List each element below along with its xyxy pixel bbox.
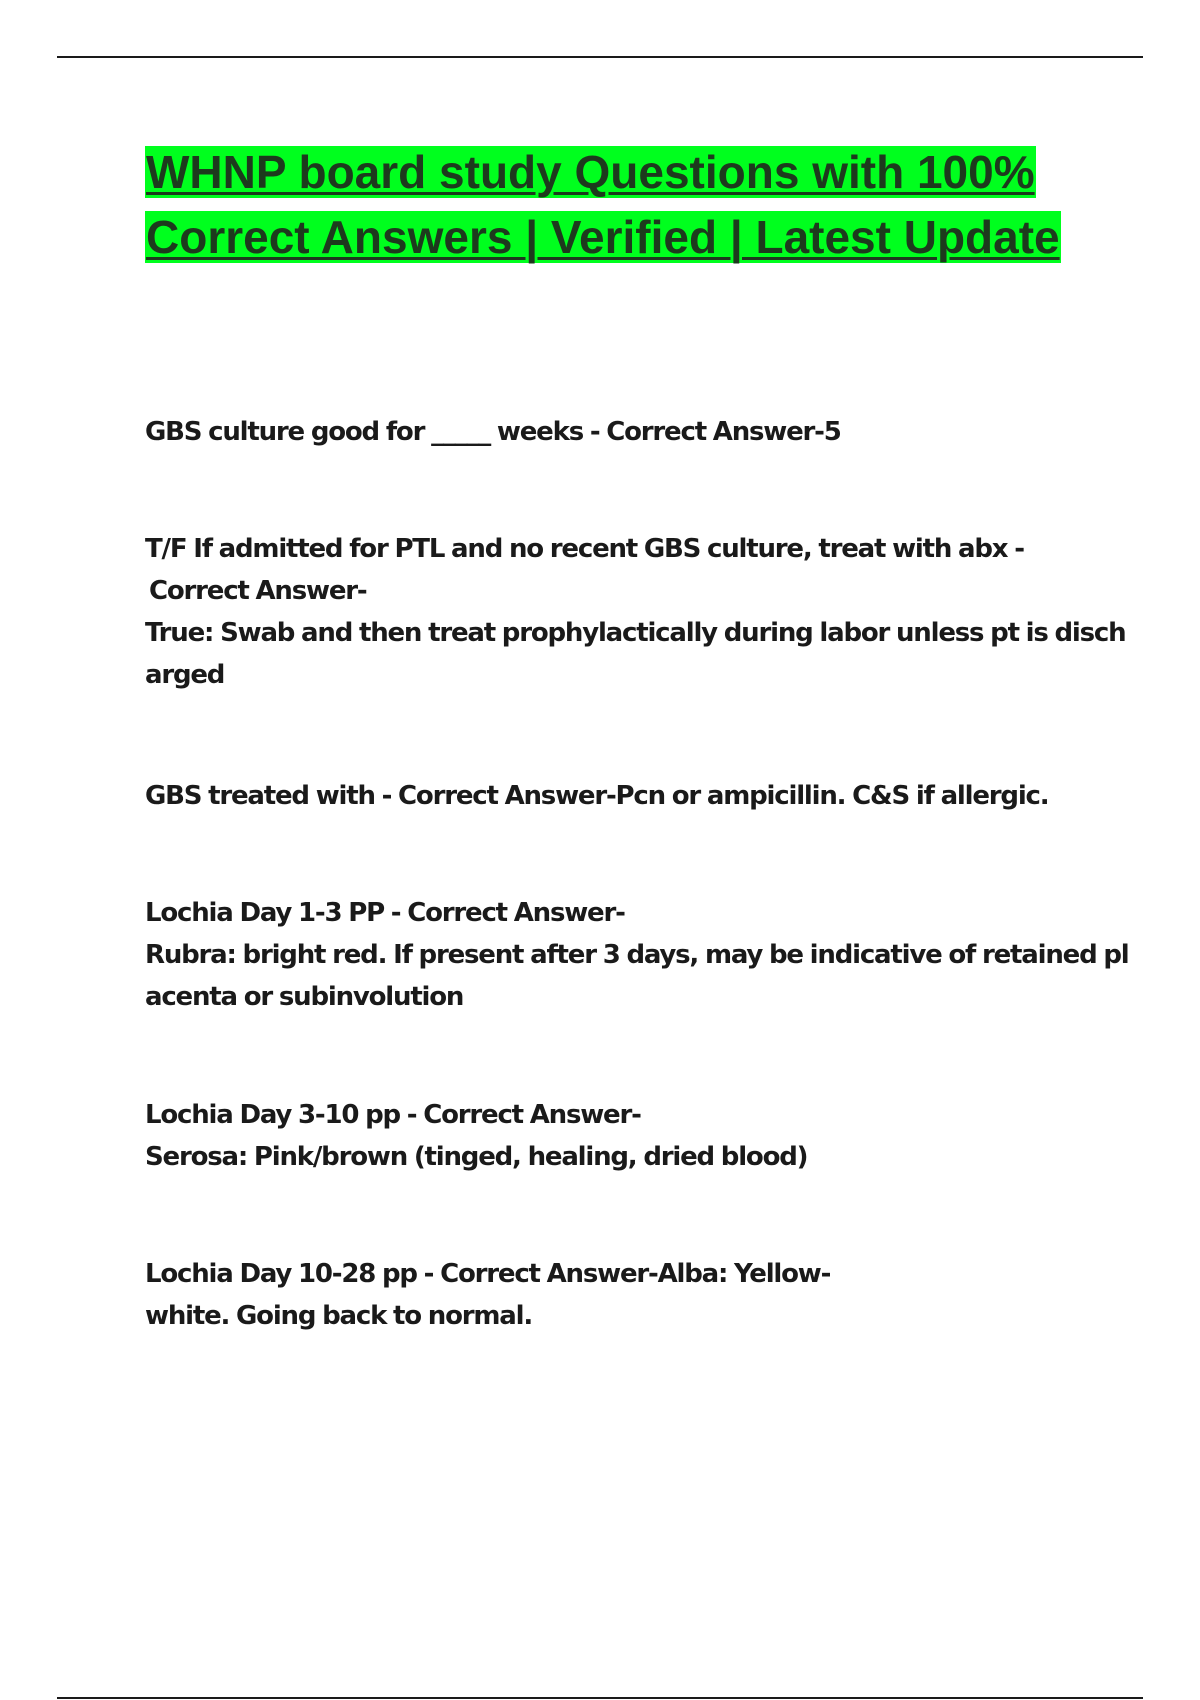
bottom-rule — [57, 1697, 1143, 1699]
qa-line: acenta or subinvolution — [145, 982, 464, 1012]
qa-entry-lochia-alba — [145, 1253, 1085, 1337]
qa-line: Lochia Day 10-28 pp - Correct Answer-Alba: Yellow- — [145, 1259, 831, 1289]
qa-entry-gbs-treatment — [145, 775, 1085, 817]
qa-line: Lochia Day 1-3 PP - Correct Answer- — [145, 898, 625, 928]
qa-entry-ptl-gbs — [145, 528, 1126, 696]
qa-line: GBS treated with - Correct Answer-Pcn or ampicillin. C&S if allergic. — [145, 781, 1049, 811]
qa-line: Rubra: bright red. If present after 3 days, may be indicative of retained pl — [145, 940, 1129, 970]
qa-line: GBS culture good for _____ weeks - Correct Answer-5 — [145, 417, 841, 447]
qa-entry-lochia-serosa — [145, 1094, 1085, 1178]
qa-line: True: Swab and then treat prophylactically during labor unless pt is disch — [145, 618, 1126, 648]
qa-entry-gbs-culture — [145, 411, 1085, 453]
top-rule — [57, 56, 1143, 58]
document-title-text: WHNP board study Questions with 100% Correct Answers | Verified | Latest Update — [146, 146, 1060, 263]
document-title — [145, 140, 1085, 270]
qa-line: Lochia Day 3-10 pp - Correct Answer- — [145, 1100, 641, 1130]
qa-line: white. Going back to normal. — [145, 1301, 532, 1331]
qa-line: T/F If admitted for PTL and no recent GBS culture, treat with abx - — [145, 534, 1024, 564]
qa-line: Correct Answer- — [149, 576, 367, 606]
qa-entry-lochia-rubra — [145, 892, 1129, 1018]
qa-line: arged — [145, 660, 225, 690]
qa-line: Serosa: Pink/brown (tinged, healing, dried blood) — [145, 1142, 808, 1172]
